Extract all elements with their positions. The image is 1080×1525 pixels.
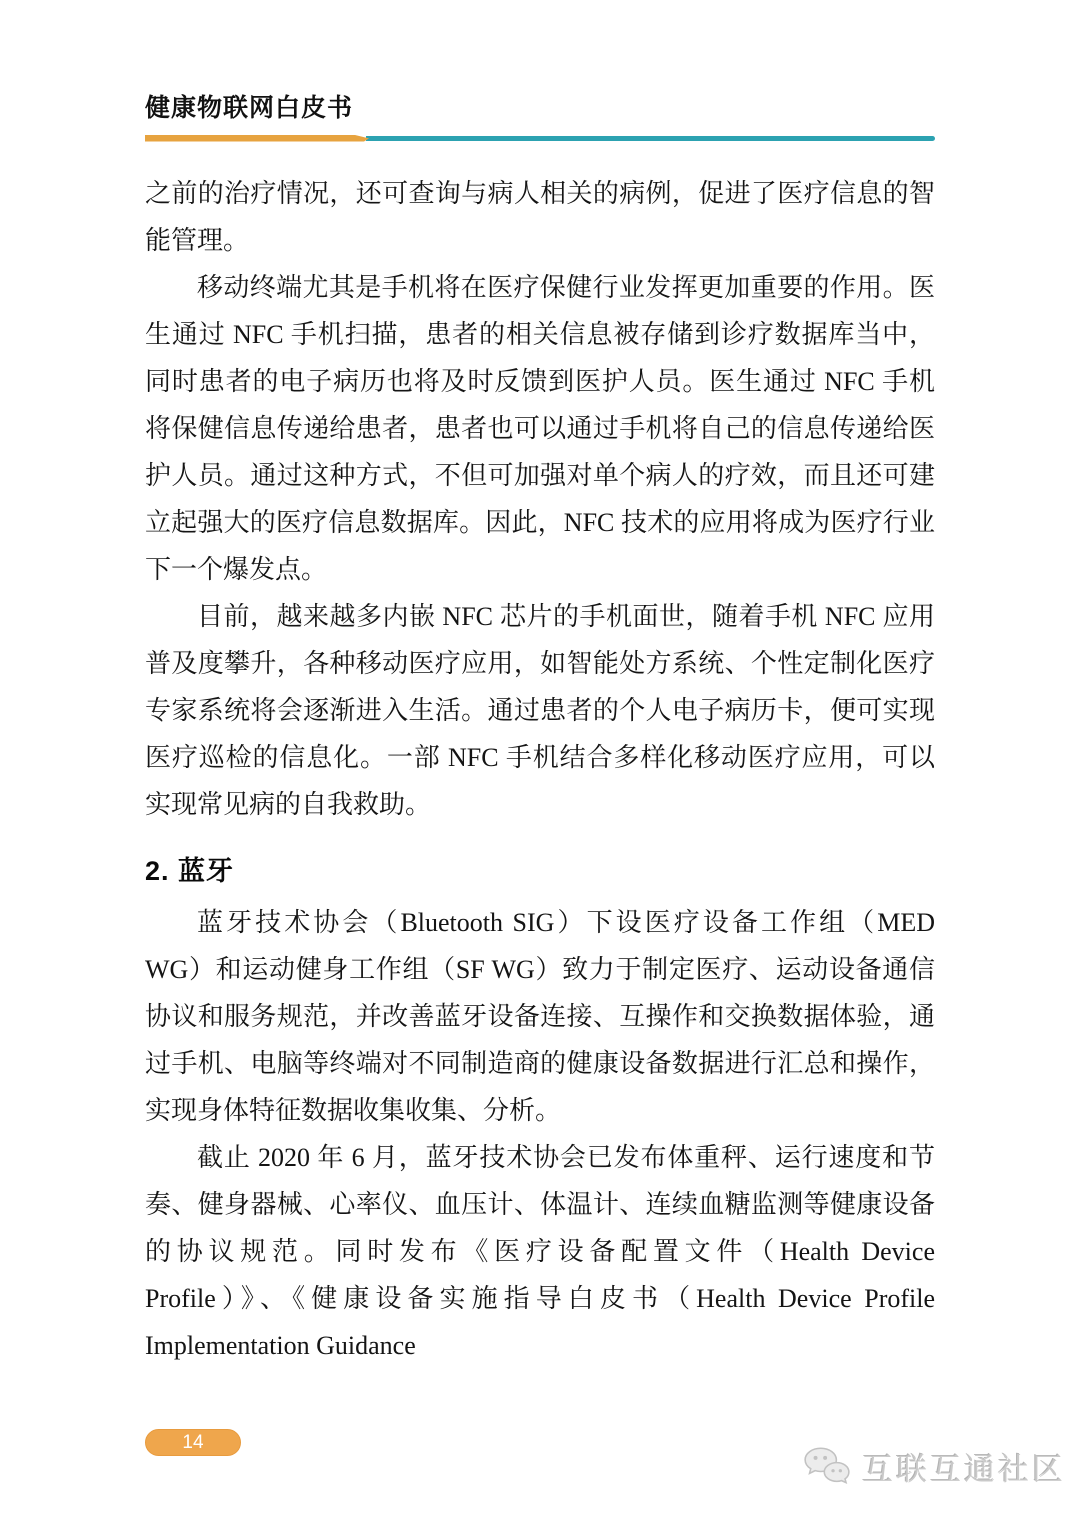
- watermark: [802, 1444, 1066, 1489]
- paragraph-mobile-terminals: 移动终端尤其是手机将在医疗保健行业发挥更加重要的作用。医生通过 NFC 手机扫描，患者的相关信息被存储到诊疗数据库当中，同时患者的电子病历也将及时反馈到医护人员。医生通过 NFC 手机将保健信息传递给患者，患者也可以通过手机将自己的信息传递给医护人员。通过这种方式，不但可加强对单个病人的疗效，而且还可建立起强大的医疗信息数据库。因此，NFC 技术的应用将成为医疗行业下一个爆发点。: [145, 273, 935, 584]
- paragraph-bluetooth-sig: 蓝牙技术协会（Bluetooth SIG）下设医疗设备工作组（MED WG）和运动健身工作组（SF WG）致力于制定医疗、运动设备通信协议和服务规范，并改善蓝牙设备连接、互操作和交换数据体验，通过手机、电脑等终端对不同制造商的健康设备数据进行汇总和操作，实现身体特征数据收集收集、分析。: [145, 908, 935, 1125]
- document-body: [145, 170, 935, 1369]
- page-header: [145, 88, 935, 142]
- divider-orange-segment: [145, 135, 369, 142]
- paragraph-nfc-phones: 目前，越来越多内嵌 NFC 芯片的手机面世，随着手机 NFC 应用普及度攀升，各种移动医疗应用，如智能处方系统、个性定制化医疗专家系统将会逐渐进入生活。通过患者的个人电子病历卡，便可实现医疗巡检的信息化。一部 NFC 手机结合多样化移动医疗应用，可以实现常见病的自我救助。: [145, 602, 935, 819]
- divider-teal-segment: [366, 136, 935, 141]
- paragraph-bluetooth-2020: 截止 2020 年 6 月，蓝牙技术协会已发布体重秤、运行速度和节奏、健身器械、心率仪、血压计、体温计、连续血糖监测等健康设备的协议规范。同时发布《医疗设备配置文件（Health Device Profile）》、《健康设备实施指导白皮书（Health Device Profile Implementation Guidance: [145, 1143, 935, 1360]
- watermark-text: 互联互通社区: [862, 1452, 1066, 1487]
- paragraph-continuation: 之前的治疗情况，还可查询与病人相关的病例，促进了医疗信息的智能管理。: [145, 179, 935, 255]
- page-number-badge: 14: [145, 1429, 241, 1456]
- chat-bubbles-icon: [802, 1445, 852, 1489]
- header-divider: [145, 134, 935, 142]
- section-heading-bluetooth: 2. 蓝牙: [145, 856, 235, 886]
- page-title: 健康物联网白皮书: [145, 94, 354, 122]
